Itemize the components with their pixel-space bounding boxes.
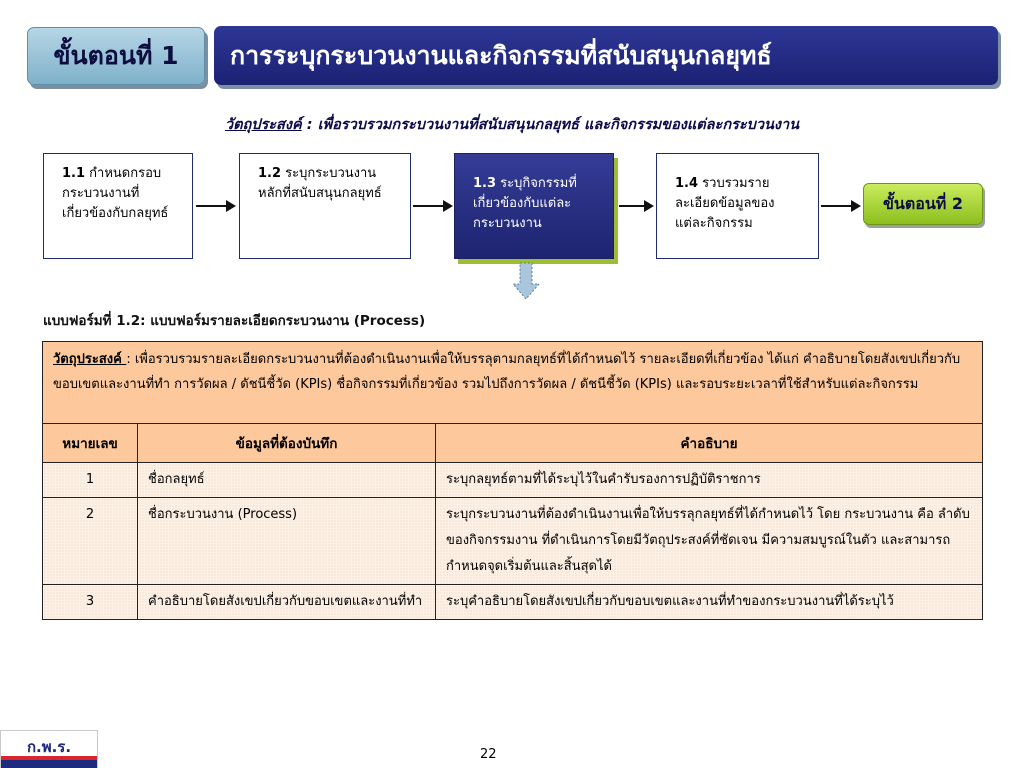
- process-step-number: 1.2: [258, 166, 282, 181]
- row-number: 1: [43, 463, 138, 498]
- step-badge: [27, 27, 205, 85]
- row-field: คำอธิบายโดยสังเขปเกี่ยวกับขอบเขตและงานที่ทำ: [138, 585, 436, 620]
- form-objective: [43, 342, 983, 424]
- column-header-number: หมายเลข: [43, 424, 138, 463]
- page-number: 22: [480, 747, 497, 762]
- column-header-field: ข้อมูลที่ต้องบันทึก: [138, 424, 436, 463]
- form-objective-text: : เพื่อรวบรวมรายละเอียดกระบวนงานที่ต้องดำเนินงานเพื่อให้บรรลุตามกลยุทธ์ที่ได้กำหนดไว้ รายละเอียดที่เกี่ยวข้อง ได้แก่ คำอธิบายโดยสังเขปเกี่ยวกับขอบเขตและงานที่ทำ การวัดผล / ดัชนีชี้วัด (KPIs) ชื่อกิจกรรมที่เกี่ยวข้อง รวมไปถึงการวัดผล / ดัชนีชี้วัด (KPIs) และรอบระยะเวลาที่ใช้สำหรับแต่ละกิจกรรม: [53, 352, 961, 392]
- objective-label: วัตถุประสงค์: [224, 117, 302, 133]
- process-step-number: 1.1: [62, 166, 86, 181]
- process-step-1-2: [239, 153, 411, 259]
- process-step-1-1: [43, 153, 193, 259]
- process-step-1-4: [656, 153, 819, 259]
- form-objective-label: วัตถุประสงค์: [53, 352, 127, 367]
- process-form-table: [42, 341, 983, 620]
- next-step-badge: [863, 183, 983, 225]
- process-step-text: รวบรวมรายละเอียดข้อมูลของแต่ละกิจกรรม: [675, 176, 775, 231]
- process-step-number: 1.3: [473, 176, 497, 191]
- page-title-text: การระบุกระบวนงานและกิจกรรมที่สนับสนุนกลยุทธ์: [230, 40, 772, 70]
- table-row: [43, 498, 983, 585]
- opdc-logo: [0, 730, 98, 768]
- flow-arrow: [619, 205, 652, 207]
- process-step-text: ระบุกระบวนงานหลักที่สนับสนุนกลยุทธ์: [258, 166, 382, 201]
- form-title: แบบฟอร์มที่ 1.2: แบบฟอร์มรายละเอียดกระบวนงาน (Process): [43, 313, 426, 329]
- down-arrow-icon: [512, 262, 540, 300]
- page-title: [214, 26, 998, 85]
- objective-text: : เพื่อรวบรวมกระบวนงานที่สนับสนุนกลยุทธ์ และกิจกรรมของแต่ละกระบวนงาน: [301, 117, 800, 133]
- row-field: ชื่อกระบวนงาน (Process): [138, 498, 436, 585]
- row-number: 3: [43, 585, 138, 620]
- row-field: ชื่อกลยุทธ์: [138, 463, 436, 498]
- flow-arrow: [196, 205, 234, 207]
- table-header-row: [43, 424, 983, 463]
- table-row: [43, 585, 983, 620]
- logo-text: ก.พ.ร.: [26, 738, 72, 756]
- process-step-text: กำหนดกรอบกระบวนงานที่เกี่ยวข้องกับกลยุทธ์: [62, 166, 169, 221]
- process-step-1-3-active: [454, 153, 614, 259]
- process-step-text: ระบุกิจกรรมที่เกี่ยวข้องกับแต่ละกระบวนงาน: [473, 176, 577, 231]
- objective-line: [0, 113, 1024, 136]
- process-step-number: 1.4: [675, 176, 699, 191]
- row-description: ระบุกระบวนงานที่ต้องดำเนินงานเพื่อให้บรรลุกลยุทธ์ที่ได้กำหนดไว้ โดย กระบวนงาน คือ ลำดับของกิจกรรมงาน ที่ดำเนินการโดยมีวัตถุประสงค์ที่ชัดเจน มีความสมบูรณ์ในตัว และสามารถกำหนดจุดเริ่มต้นและสิ้นสุดได้: [436, 498, 983, 585]
- row-number: 2: [43, 498, 138, 585]
- row-description: ระบุคำอธิบายโดยสังเขปเกี่ยวกับขอบเขตและงานที่ทำของกระบวนงานที่ได้ระบุไว้: [436, 585, 983, 620]
- flow-arrow: [821, 205, 859, 207]
- table-row: [43, 463, 983, 498]
- column-header-description: คำอธิบาย: [436, 424, 983, 463]
- flow-arrow: [413, 205, 451, 207]
- row-description: ระบุกลยุทธ์ตามที่ได้ระบุไว้ในคำรับรองการปฏิบัติราชการ: [436, 463, 983, 498]
- next-step-label: ขั้นตอนที่ 2: [882, 193, 964, 213]
- logo-blue-band: [1, 760, 97, 768]
- step-badge-label: ขั้นตอนที่ 1: [53, 41, 179, 70]
